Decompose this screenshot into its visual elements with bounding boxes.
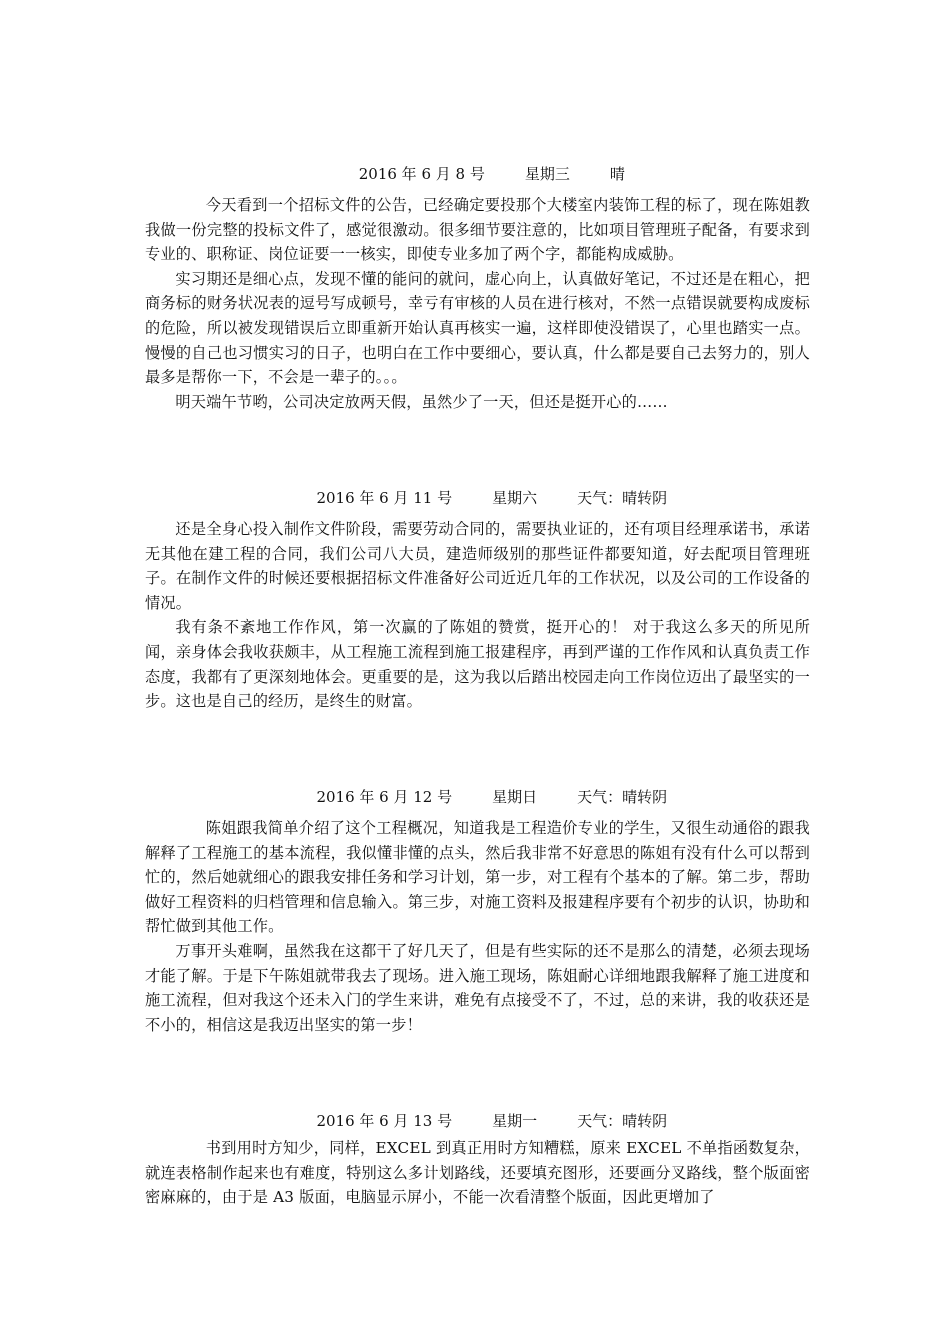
paragraph: 我有条不紊地工作作风，第一次赢的了陈姐的赞赏，挺开心的！ 对于我这么多天的所见所闻，亲身体会我收获颇丰，从工程施工流程到施工报建程序，再到严谨的工作作风和认真负责工作态度，我都有了更深刻地体会。更重要的是，这为我以后踏出校园走向工作岗位迈出了最坚实的一步。这也是自己的经历，是终生的财富。	[145, 618, 810, 711]
entry-date: 2016 年 6 月 12 号	[316, 788, 453, 806]
entry-body	[145, 517, 810, 714]
diary-entry	[145, 1088, 810, 1210]
diary-entry	[145, 465, 810, 714]
paragraph: 陈姐跟我简单介绍了这个工程概况，知道我是工程造价专业的学生，又很生动通俗的跟我解释了工程施工的基本流程，我似懂非懂的点头，然后我非常不好意思的陈姐有没有什么可以帮到忙的，然后她就细心的跟我安排任务和学习计划，第一步，对工程有个基本的了解。第二步，帮助做好工程资料的归档管理和信息输入。第三步，对施工资料及报建程序要有个初步的认识，协助和帮忙做到其他工作。	[145, 819, 810, 936]
entry-weekday: 星期三	[524, 165, 570, 183]
entry-weekday: 星期日	[492, 788, 538, 806]
paragraph: 明天端午节哟，公司决定放两天假，虽然少了一天，但还是挺开心的……	[175, 392, 668, 411]
entry-date: 2016 年 6 月 8 号	[358, 165, 485, 183]
entry-date: 2016 年 6 月 11 号	[316, 489, 453, 507]
paragraph: 书到用时方知少，同样，EXCEL 到真正用时方知糟糕，原来 EXCEL 不单指函数复杂，就连表格制作起来也有难度，特别这么多计划路线，还要填充图形，还要画分叉路线，整个版面密密麻麻的，由于是 A3 版面，电脑显示屏小，不能一次看清整个版面，因此更增加了	[145, 1139, 810, 1207]
entry-weekday: 星期六	[492, 489, 538, 507]
entry-body	[145, 816, 810, 1037]
diary-entry	[145, 764, 810, 1037]
entry-weather: 天气：晴转阴	[577, 788, 668, 806]
entry-date: 2016 年 6 月 13 号	[316, 1112, 453, 1130]
paragraph: 万事开头难啊，虽然我在这都干了好几天了，但是有些实际的还不是那么的清楚，必须去现场才能了解。于是下午陈姐就带我去了现场。进入施工现场，陈姐耐心详细地跟我解释了施工进度和施工流程，但对我这个还未入门的学生来讲，难免有点接受不了，不过，总的来讲，我的收获还是不小的，相信这是我迈出坚实的第一步！	[145, 941, 810, 1034]
entry-header	[145, 1088, 810, 1130]
entry-weather: 天气：晴转阴	[577, 1112, 668, 1130]
entry-body	[145, 193, 810, 414]
entry-weather: 天气：晴转阴	[577, 489, 668, 507]
entry-header	[145, 141, 810, 183]
entry-weekday: 星期一	[492, 1112, 538, 1130]
entry-body	[145, 1136, 810, 1210]
paragraph: 实习期还是细心点，发现不懂的能问的就问，虚心向上，认真做好笔记，不过还是在粗心，把商务标的财务状况表的逗号写成顿号，幸亏有审核的人员在进行核对，不然一点错误就要构成废标的危险，所以被发现错误后立即重新开始认真再核实一遍，这样即使没错误了，心里也踏实一点。慢慢的自己也习惯实习的日子，也明白在工作中要细心，要认真，什么都是要自己去努力的，别人最多是帮你一下，不会是一辈子的。。。	[145, 269, 810, 387]
entry-weather: 晴	[609, 165, 625, 183]
paragraph: 还是全身心投入制作文件阶段，需要劳动合同的，需要执业证的，还有项目经理承诺书，承诺无其他在建工程的合同，我们公司八大员，建造师级别的那些证件都要知道，好去配项目管理班子。在制作文件的时候还要根据招标文件准备好公司近近几年的工作状况，以及公司的工作设备的情况。	[145, 520, 810, 612]
entry-header	[145, 764, 810, 806]
diary-entry	[145, 141, 810, 414]
entry-header	[145, 465, 810, 507]
paragraph: 今天看到一个招标文件的公告，已经确定要投那个大楼室内装饰工程的标了，现在陈姐教我做一份完整的投标文件了，感觉很激动。很多细节要注意的，比如项目管理班子配备，有要求到专业的、职称证、岗位证要一一核实，即使专业多加了两个字，都能构成威胁。	[145, 196, 810, 264]
